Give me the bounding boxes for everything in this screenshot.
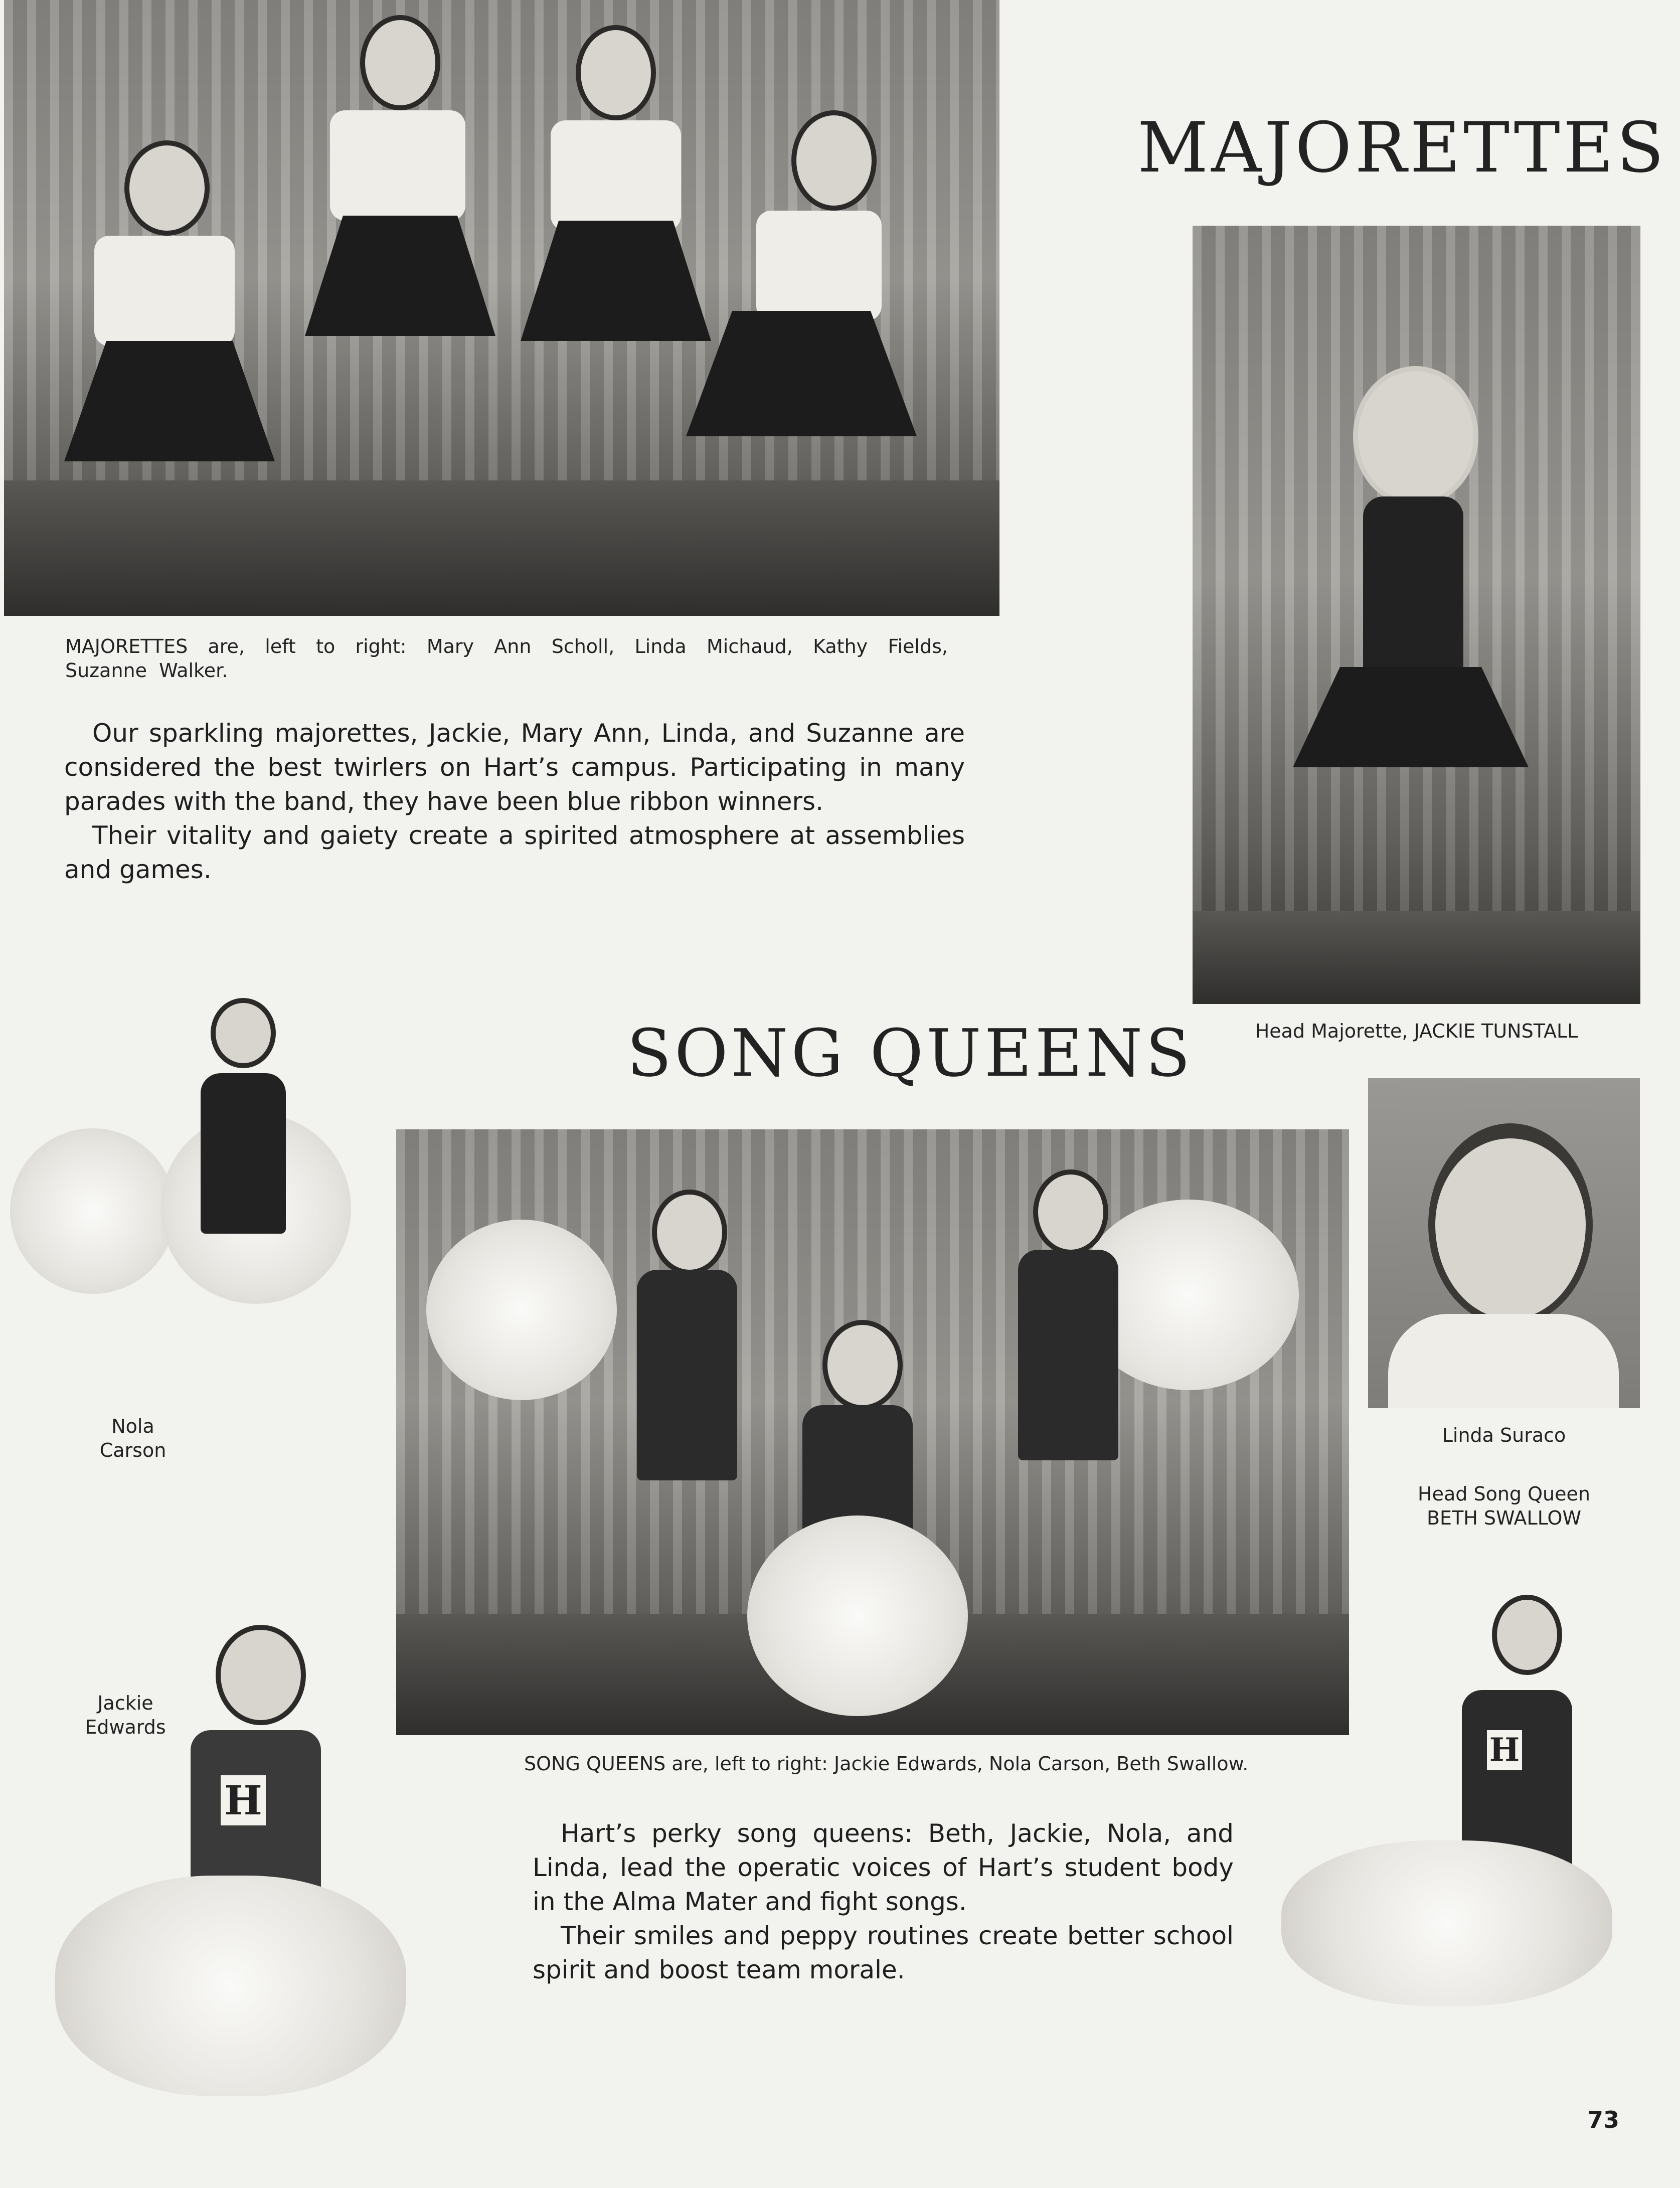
jackie-edwards-cutout — [55, 1625, 416, 2096]
majorette-figure — [666, 110, 917, 572]
majorette-figure — [64, 140, 275, 582]
head-song-queen-caption — [1368, 1482, 1640, 1530]
uniform-letter: H — [221, 1775, 266, 1825]
majorettes-paragraph-2: Their vitality and gaiety create a spirited atmosphere at assemblies and games. — [64, 821, 965, 884]
song-queen-figure — [747, 1320, 968, 1721]
linda-suraco-portrait — [1368, 1078, 1640, 1408]
song-queen-figure — [607, 1190, 767, 1641]
nola-caption-line-1: Nola — [111, 1415, 154, 1437]
uniform-letter: H — [1487, 1730, 1522, 1770]
portrait-face — [1428, 1123, 1593, 1326]
nola-caption-line-2: Carson — [99, 1439, 166, 1461]
jackie-caption-line-1: Jackie — [97, 1692, 153, 1714]
song-queens-group-photo — [396, 1129, 1349, 1735]
majorettes-group-photo — [4, 0, 999, 616]
beth-swallow-cutout — [1281, 1595, 1622, 2006]
majorettes-group-caption: MAJORETTES are, left to right: Mary Ann Scholl, Linda Michaud, Kathy Fields, Suzanne Walker. — [65, 635, 948, 682]
song-queens-title: SONG QUEENS — [627, 1015, 1194, 1091]
majorettes-paragraph-1: Our sparkling majorettes, Jackie, Mary Ann, Linda, and Suzanne are considered the best twirlers on Hart’s campus. Participating in many parades with the band, they have been blue ribbon winners. — [64, 719, 965, 816]
majorette-figure — [305, 15, 495, 527]
majorettes-title: MAJORETTES — [1137, 107, 1667, 188]
song-queen-figure — [988, 1169, 1148, 1621]
head-majorette-photo — [1193, 226, 1640, 1004]
portrait-shoulders — [1388, 1314, 1619, 1408]
head-song-queen-line-1: Head Song Queen — [1418, 1483, 1590, 1505]
song-queens-group-caption: SONG QUEENS are, left to right: Jackie Edwards, Nola Carson, Beth Swallow. — [524, 1753, 1249, 1775]
linda-suraco-caption: Linda Suraco — [1442, 1424, 1566, 1446]
song-queens-paragraph-1: Hart’s perky song queens: Beth, Jackie, Nola, and Linda, lead the operatic voices of Hart’s student body in the Alma Mater and fight songs. — [533, 1819, 1234, 1916]
head-majorette-caption: Head Majorette, JACKIE TUNSTALL — [1255, 1020, 1578, 1042]
nola-carson-caption — [85, 1414, 181, 1462]
nola-carson-cutout — [10, 998, 371, 1494]
jackie-caption-line-2: Edwards — [85, 1716, 166, 1738]
head-majorette-figure — [1223, 346, 1624, 978]
song-queens-body-text — [533, 1816, 1234, 1987]
head-song-queen-line-2: BETH SWALLOW — [1426, 1507, 1582, 1529]
song-queens-paragraph-2: Their smiles and peppy routines create better school spirit and boost team morale. — [533, 1921, 1234, 1984]
page-number: 73 — [1587, 2106, 1620, 2133]
majorettes-body-text — [64, 716, 965, 887]
